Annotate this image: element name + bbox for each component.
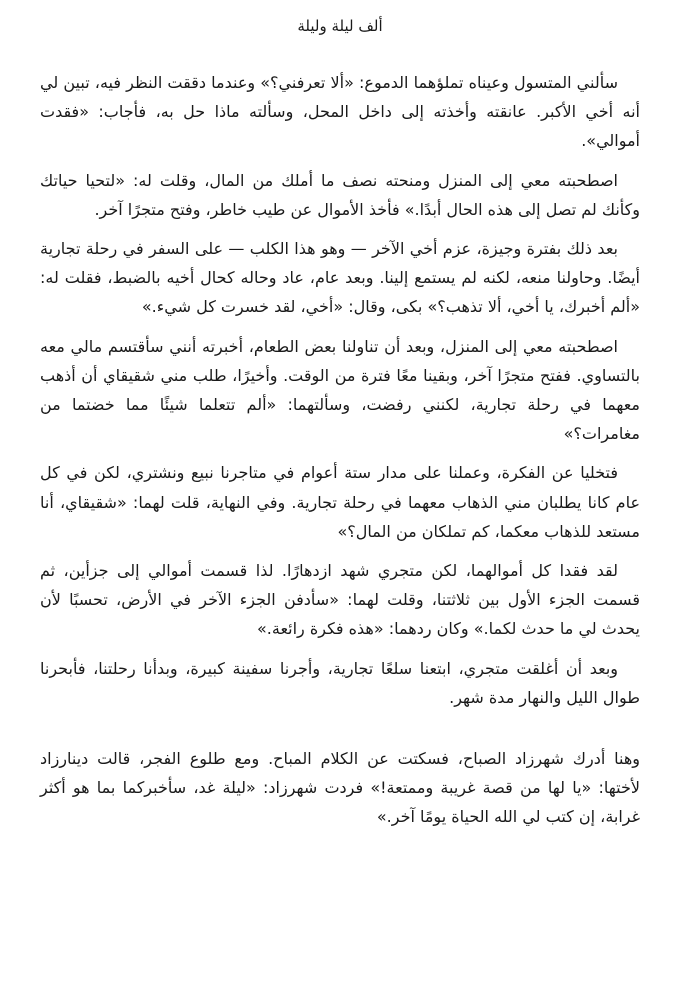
paragraph: سألني المتسول وعيناه تملؤهما الدموع: «ألا تعرفني؟» وعندما دققت النظر فيه، تبين لي أنه أخي الأكبر. عانقته وأخذته إلى داخل المحل، وسألته ماذا حل به، فأجاب: «فقدت أموالي». [40,73,640,151]
closing-paragraph: وهنا أدرك شهرزاد الصباح، فسكتت عن الكلام المباح. ومع طلوع الفجر، قالت دينارزاد لأختها: «يا لها من قصة غريبة وممتعة!» فردت شهرزاد: «ليلة غد، سأخبركما بما هو أكثر غرابة، إن كتب لي الله الحياة يومًا آخر.» [40,749,640,827]
running-header: ألف ليلة وليلة [297,17,383,35]
paragraph: اصطحبته معي إلى المنزل، وبعد أن تناولنا بعض الطعام، أخبرته أنني سأقتسم مالي معه بالتساوي. ففتح متجرًا آخر، وبقينا معًا فترة من الوقت. وأخيرًا، طلب مني شقيقاي أن أذهب معهما في رحلة تجارية، لكنني رفضت، وسألتهما: «ألم تتعلما شيئًا مما خضتما من مغامرات؟» [40,336,640,444]
story-body [40,68,640,712]
paragraph: اصطحبته معي إلى المنزل ومنحته نصف ما أملك من المال، وقلت له: «لتحيا حياتك وكأنك لم تصل إلى هذه الحال أبدًا.» فأخذ الأموال عن طيب خاطر، وفتح متجرًا آخر. [40,170,640,219]
paragraph: وبعد أن أغلقت متجري، ابتعنا سلعًا تجارية، وأجرنا سفينة كبيرة، وبدأنا رحلتنا، فأبحرنا طوال الليل والنهار مدة شهر. [40,658,640,707]
paragraph: لقد فقدا كل أموالهما، لكن متجري شهد ازدهارًا. لذا قسمت أموالي إلى جزأين، ثم قسمت الجزء الأول بين ثلاثتنا، وقلت لهما: «سأدفن الجزء الآخر في الأرض، تحسبًا لأن يحدث لي ما حدث لكما.» وكان ردهما: «هذه فكرة رائعة.» [40,561,640,639]
paragraph: فتخليا عن الفكرة، وعملنا على مدار ستة أعوام في متاجرنا نبيع ونشتري، لكن في كل عام كانا يطلبان مني الذهاب معهما في رحلة تجارية. وفي النهاية، قلت لهما: «شقيقاي، أنا مستعد للذهاب معكما، كم تملكان من المال؟» [40,463,640,541]
section-gap [40,722,640,744]
paragraph: بعد ذلك بفترة وجيزة، عزم أخي الآخر — وهو هذا الكلب — على السفر في رحلة تجارية أيضًا. وحاولنا منعه، لكنه لم يستمع إلينا. وبعد عام، عاد وحاله كحال أخيه بالضبط، فقلت له: «ألم أخبرك، يا أخي، ألا تذهب؟» بكى، وقال: «أخي، لقد خسرت كل شيء.» [40,239,640,317]
